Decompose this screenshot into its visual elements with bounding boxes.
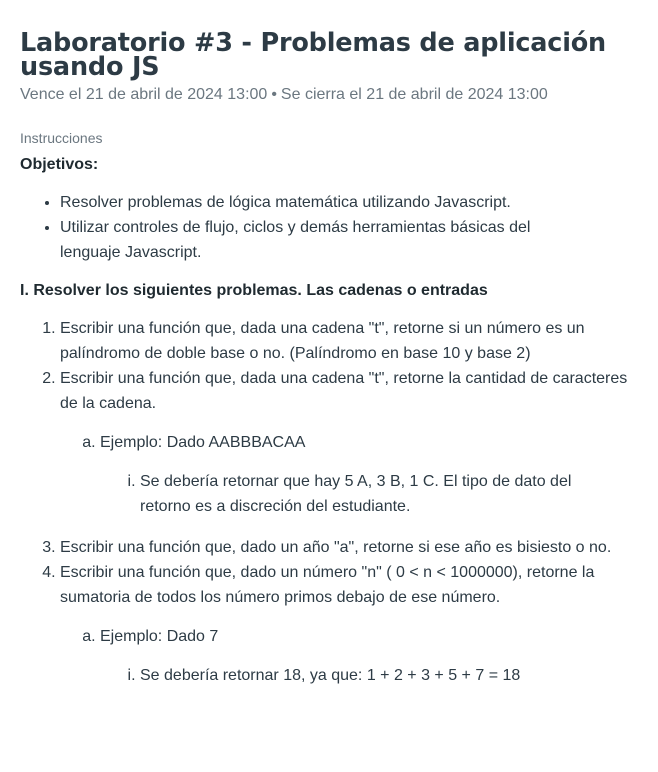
problem-2 (60, 366, 638, 519)
problem-text: Escribir una función que, dado un número "n" ( 0 < n < 1000000), retorne la sumatoria de todos los número primos debajo de ese número. (60, 564, 595, 606)
example-text: Ejemplo: Dado AABBBACAA (100, 434, 306, 451)
list-item: • Resolver problemas de lógica matemática utilizando Javascript. (60, 190, 638, 215)
sub-sub-list (100, 663, 634, 688)
example-item (100, 430, 634, 519)
detail-item: i. Se debería retornar que hay 5 A, 3 B, 1 C. El tipo de dato del retorno es a discreción del estudiante. (140, 469, 634, 519)
problem-text: Escribir una función que, dada una cadena "t", retorne si un número es un palíndromo de doble base o no. (Palíndromo en base 10 y base 2) (60, 320, 585, 362)
problem-4 (60, 560, 638, 688)
assignment-title: Laboratorio #3 - Problemas de aplicación usando JS (20, 28, 607, 82)
example-item (100, 624, 634, 688)
problems-list (20, 316, 638, 688)
instructions-label: Instrucciones (20, 130, 103, 146)
date-separator: • (271, 86, 277, 103)
assignment-dates (20, 86, 638, 104)
problem-text: Escribir una función que, dada una cadena "t", retorne la cantidad de caracteres de la cadena. (60, 370, 628, 412)
sub-list (60, 624, 634, 688)
problem-text: Escribir una función que, dado un año "a", retorne si ese año es bisiesto o no. (60, 539, 612, 556)
example-text: Ejemplo: Dado 7 (100, 628, 219, 645)
list-item: • Utilizar controles de flujo, ciclos y demás herramientas básicas del lenguaje Javascript. (60, 215, 638, 265)
detail-item: i. Se debería retornar 18, ya que: 1 + 2 + 3 + 5 + 7 = 18 (140, 663, 634, 688)
problem-3 (60, 535, 638, 560)
objectives-list (20, 190, 638, 265)
section-heading: I. Resolver los siguientes problemas. Las cadenas o entradas (20, 282, 488, 299)
due-date: Vence el 21 de abril de 2024 13:00 (20, 86, 268, 103)
objectives-heading: Objetivos: (20, 156, 99, 173)
sub-sub-list (100, 469, 634, 519)
problem-1 (60, 316, 638, 366)
close-date: Se cierra el 21 de abril de 2024 13:00 (280, 86, 548, 103)
sub-list (60, 430, 634, 519)
